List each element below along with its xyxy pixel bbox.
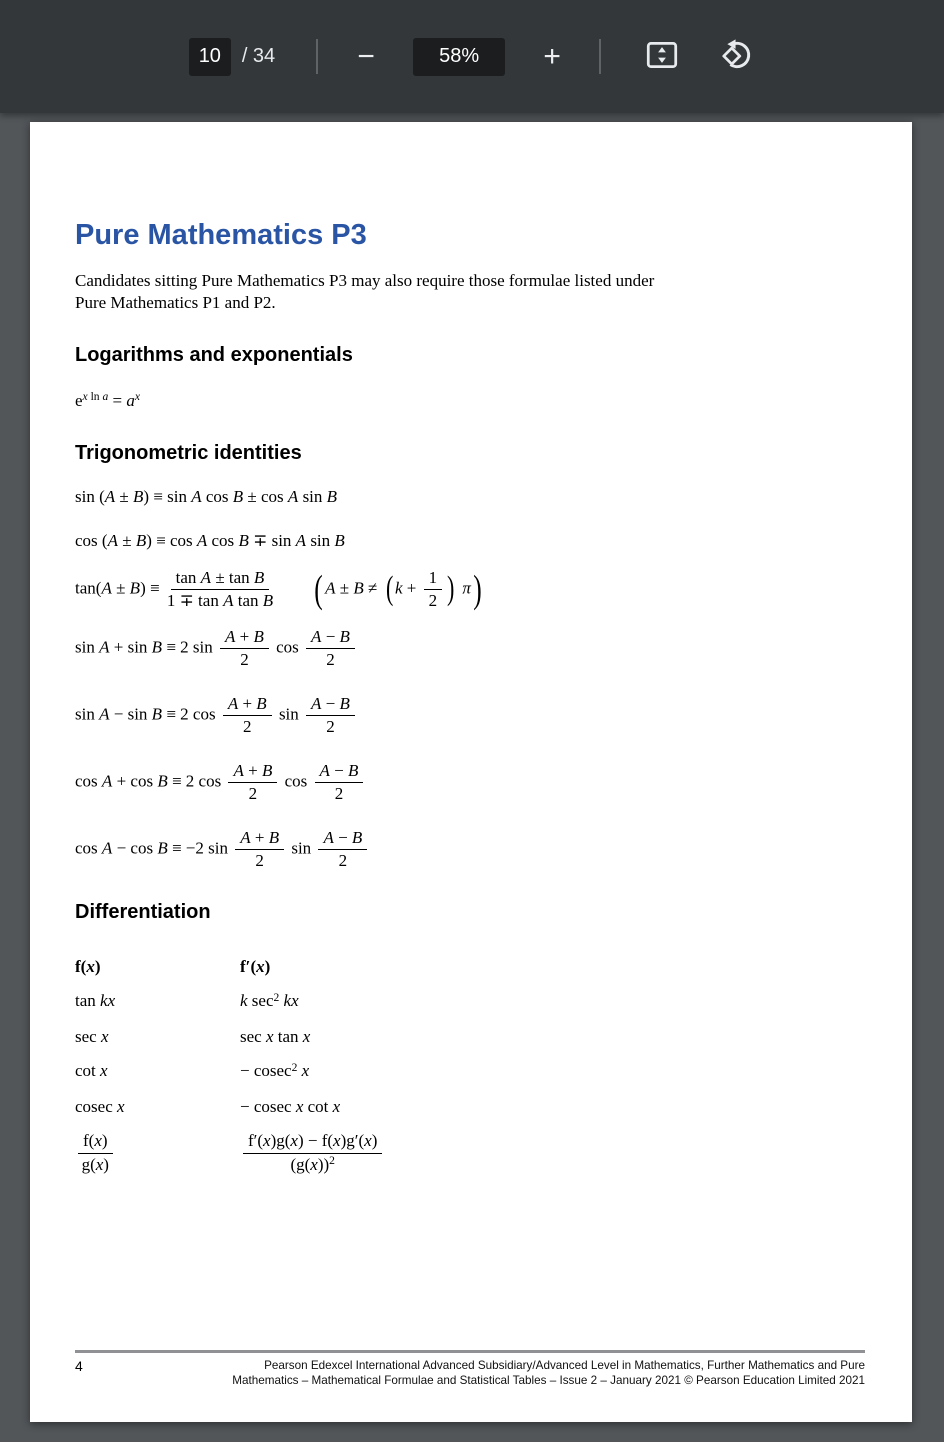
- cell-fprime: k $\sec^2$ kx: [240, 990, 299, 1011]
- intro-paragraph: [75, 270, 865, 314]
- table-header-fprime: f′(x): [240, 957, 271, 977]
- table-row: [75, 1061, 865, 1082]
- zoom-in-button[interactable]: +: [533, 38, 571, 76]
- page-number-input[interactable]: [189, 38, 231, 76]
- formula-cos-plus-cos: cos A + cos B ≡ 2 cos $\frac{A + B}{2}$ cos $\frac{A - B}{2}$: [75, 761, 865, 804]
- table-row: [75, 1027, 865, 1046]
- footer-line-2: Mathematics – Mathematical Formulae and Statistical Tables – Issue 2 – January 2021 © Pearson Education Limited 2021: [232, 1374, 865, 1387]
- table-header-fx: f(x): [75, 957, 101, 977]
- rotate-counterclockwise-icon: [717, 36, 755, 77]
- cell-fx: $\frac{f(x)}{g(x)}$: [75, 1131, 240, 1174]
- rotate-counterclockwise-button[interactable]: [717, 38, 755, 76]
- intro-line-2: Pure Mathematics P1 and P2.: [75, 293, 276, 312]
- page-footer: [75, 1350, 865, 1388]
- footer-copyright: [232, 1358, 865, 1388]
- pdf-page: [30, 122, 912, 1422]
- differentiation-table: [75, 957, 865, 1174]
- cell-fx: tan kx: [75, 991, 116, 1011]
- intro-line-1: Candidates sitting Pure Mathematics P3 may also require those formulae listed under: [75, 271, 655, 290]
- formula-tan-addition: tan(A ± B) ≡ $\frac{\text{tan A ± tan B}}{\text{1 ∓ tan A tan B}}$ ( A ± B ≠ ( k + $\frac{1}{2}$ ) π ): [75, 567, 482, 611]
- fit-to-page-icon: [643, 36, 681, 77]
- zoom-out-button[interactable]: −: [347, 38, 385, 76]
- page-title: Pure Mathematics P3: [75, 219, 367, 251]
- toolbar-controls: [189, 38, 755, 76]
- formula-exp-log: $e^{x ln a} = a^x$: [75, 390, 140, 410]
- table-row: [75, 1097, 865, 1116]
- heading-logarithms: Logarithms and exponentials: [75, 344, 353, 366]
- cell-fprime: − cosec x cot x: [240, 1097, 341, 1117]
- table-header-row: [75, 957, 865, 976]
- toolbar-divider: [316, 39, 318, 74]
- formula-cos-addition: cos (A ± B) ≡ cos A cos B ∓ sin A sin B: [75, 531, 345, 550]
- heading-trig-identities: Trigonometric identities: [75, 442, 302, 464]
- footer-line-1: Pearson Edexcel International Advanced Subsidiary/Advanced Level in Mathematics, Further Mathematics and Pure: [264, 1359, 865, 1372]
- table-row: [75, 1131, 865, 1174]
- cell-fprime: $\frac{f'(x)g(x) - f(x)g'(x)}{(g(x))^2}$: [240, 1131, 385, 1174]
- cell-fprime: sec x tan x: [240, 1027, 311, 1047]
- cell-fx: cosec x: [75, 1097, 125, 1117]
- cell-fprime: − cosec$^2$ x: [240, 1060, 310, 1081]
- cell-fx: cot x: [75, 1061, 108, 1081]
- zoom-level-display[interactable]: 58%: [413, 38, 505, 76]
- formula-sin-plus-sin: sin A + sin B ≡ 2 sin $\frac{A + B}{2}$ cos $\frac{A - B}{2}$: [75, 627, 865, 670]
- toolbar-divider: [599, 39, 601, 74]
- cell-fx: sec x: [75, 1027, 109, 1047]
- pdf-viewer-toolbar: [0, 0, 944, 113]
- page-count-label: / 34: [241, 45, 276, 67]
- table-row: [75, 991, 865, 1012]
- page-number: 4: [75, 1358, 83, 1374]
- formula-sin-addition: sin (A ± B) ≡ sin A cos B ± cos A sin B: [75, 487, 338, 506]
- fit-to-page-button[interactable]: [643, 38, 681, 76]
- formula-sin-minus-sin: sin A − sin B ≡ 2 cos $\frac{A + B}{2}$ sin $\frac{A - B}{2}$: [75, 694, 865, 737]
- heading-differentiation: Differentiation: [75, 901, 211, 924]
- formula-cos-minus-cos: cos A − cos B ≡ −2 sin $\frac{A + B}{2}$ sin $\frac{A - B}{2}$: [75, 828, 865, 871]
